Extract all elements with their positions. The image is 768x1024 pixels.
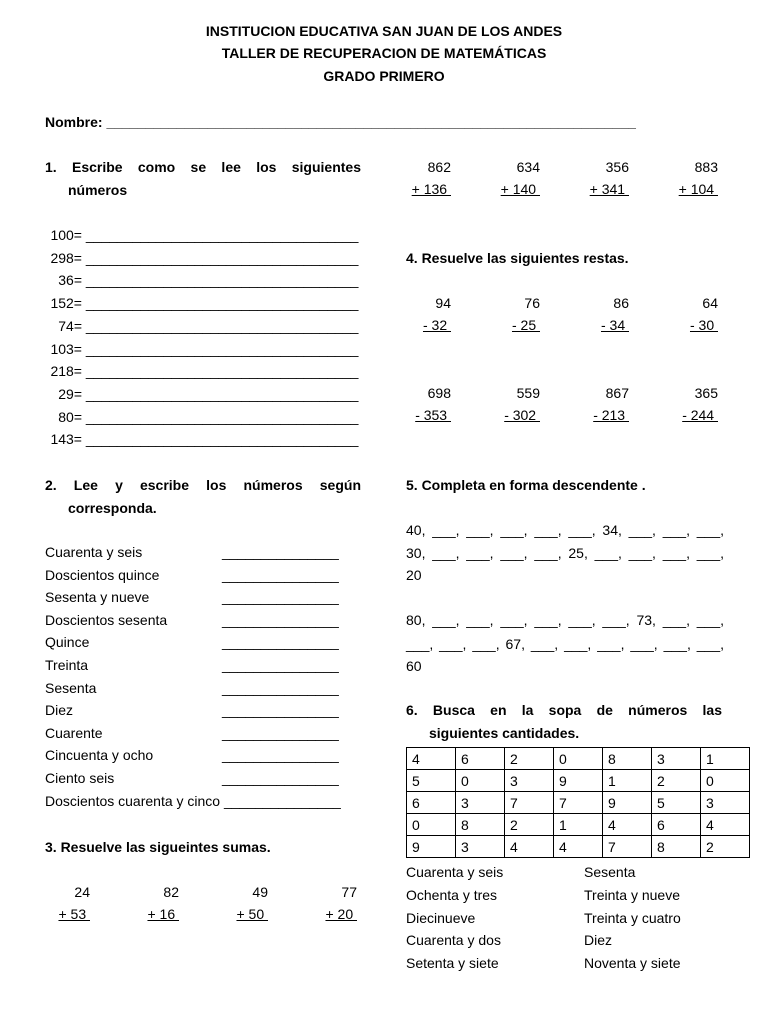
q6-word-left: Cuarenta y dos bbox=[406, 932, 501, 949]
q1-number-line[interactable] bbox=[45, 341, 361, 357]
soup-cell[interactable]: 2 bbox=[701, 836, 750, 858]
q6-word-left: Ochenta y tres bbox=[406, 886, 498, 903]
soup-cell[interactable]: 1 bbox=[603, 770, 652, 792]
soup-row bbox=[407, 814, 750, 836]
sum-operation bbox=[583, 159, 629, 197]
q6-word-left: Setenta y siete bbox=[406, 955, 499, 972]
soup-cell[interactable]: 5 bbox=[652, 792, 701, 814]
name-field[interactable]: Nombre: ____________________________________________________________________ bbox=[45, 114, 636, 130]
q1-number-label: 80= bbox=[58, 408, 82, 425]
q6-word-right: Treinta y nueve bbox=[584, 886, 680, 903]
soup-cell[interactable]: 2 bbox=[505, 814, 554, 836]
soup-cell[interactable]: 1 bbox=[554, 814, 603, 836]
subtraction-operation bbox=[583, 385, 629, 423]
q2-answer-blank[interactable]: _______________ bbox=[222, 611, 339, 628]
subtraction-operation-top: 64 bbox=[702, 295, 718, 311]
q2-word-item: Quince bbox=[45, 634, 90, 651]
q2-word-item: Doscientos sesenta bbox=[45, 611, 168, 628]
q2-last-item[interactable]: Doscientos cuarenta y cinco _______________ bbox=[45, 793, 341, 809]
sum-operation-bottom: + 136 bbox=[411, 181, 451, 197]
q1-answer-blank[interactable]: ___________________________________ bbox=[82, 431, 359, 448]
soup-cell[interactable]: 9 bbox=[603, 792, 652, 814]
soup-cell[interactable]: 7 bbox=[505, 792, 554, 814]
q1-number-line[interactable] bbox=[45, 386, 361, 402]
soup-row bbox=[407, 836, 750, 858]
q1-number-line[interactable] bbox=[45, 295, 361, 311]
subtraction-operation-bottom: - 30 bbox=[689, 317, 718, 333]
q2-word-item: Cuarenta y seis bbox=[45, 544, 143, 560]
soup-cell[interactable]: 3 bbox=[505, 770, 554, 792]
q2-answer-blank[interactable]: _______________ bbox=[222, 770, 339, 786]
soup-cell[interactable]: 8 bbox=[456, 814, 505, 836]
subtraction-operation-bottom: - 244 bbox=[682, 407, 718, 423]
sum-operation-bottom: + 50 bbox=[236, 906, 268, 922]
q1-number-label: 143= bbox=[50, 431, 82, 448]
q1-number-label: 298= bbox=[50, 249, 82, 266]
q1-number-line[interactable] bbox=[45, 363, 361, 379]
q1-number-label: 100= bbox=[50, 227, 82, 243]
q6-word-right: Noventa y siete bbox=[584, 955, 681, 972]
q2-word-item: Treinta bbox=[45, 657, 89, 673]
soup-cell[interactable]: 4 bbox=[407, 748, 456, 770]
soup-row bbox=[407, 770, 750, 792]
subtraction-operation bbox=[672, 295, 718, 333]
q6-title-cont: siguientes cantidades. bbox=[429, 725, 580, 741]
sum-operation-top: 634 bbox=[516, 159, 540, 175]
sum-operation-top: 77 bbox=[341, 884, 357, 900]
q6-word-left: Diecinueve bbox=[406, 909, 476, 926]
q1-number-label: 74= bbox=[58, 317, 82, 334]
soup-cell[interactable]: 3 bbox=[701, 792, 750, 814]
soup-cell[interactable]: 4 bbox=[505, 836, 554, 858]
subtraction-operation-bottom: - 302 bbox=[504, 407, 540, 423]
q5-sequence-line[interactable]: 30, ___, ___, ___, ___, 25, ___, ___, ___, ___, bbox=[406, 545, 724, 561]
q1-answer-blank[interactable]: ___________________________________ bbox=[82, 272, 359, 289]
soup-cell[interactable]: 9 bbox=[407, 836, 456, 858]
subtraction-operation-bottom: - 34 bbox=[600, 317, 629, 333]
soup-cell[interactable]: 0 bbox=[554, 748, 603, 770]
q4-title: 4. Resuelve las siguientes restas. bbox=[406, 250, 629, 266]
q1-answer-blank[interactable]: ___________________________________ bbox=[82, 363, 359, 380]
soup-cell[interactable]: 6 bbox=[652, 814, 701, 836]
soup-cell[interactable]: 8 bbox=[652, 836, 701, 858]
q1-answer-blank[interactable]: ___________________________________ bbox=[82, 295, 359, 312]
sum-operation-top: 883 bbox=[694, 159, 718, 175]
sum-operation-bottom: + 53 bbox=[58, 906, 90, 922]
soup-cell[interactable]: 0 bbox=[701, 770, 750, 792]
q2-word-item: Doscientos quince bbox=[45, 566, 160, 583]
q5-sequence-line[interactable]: 80, ___, ___, ___, ___, ___, ___, 73, ___, ___, bbox=[406, 612, 724, 628]
q2-word-item: Cincuenta y ocho bbox=[45, 747, 154, 764]
q6-word-right: Diez bbox=[584, 932, 613, 949]
soup-cell[interactable]: 7 bbox=[554, 792, 603, 814]
q1-number-label: 29= bbox=[58, 385, 82, 402]
q1-title: 1. Escribe como se lee los siguientes bbox=[45, 159, 361, 175]
soup-cell[interactable]: 6 bbox=[456, 748, 505, 770]
q5-sequence-line[interactable]: 40, ___, ___, ___, ___, ___, 34, ___, ___, ___, bbox=[406, 522, 724, 538]
q2-word-item: Diez bbox=[45, 702, 74, 719]
sum-operation bbox=[222, 884, 268, 922]
q2-answer-blank[interactable]: _______________ bbox=[222, 679, 339, 696]
q2-answer-blank[interactable]: _______________ bbox=[222, 566, 339, 583]
q5-title: 5. Completa en forma descendente . bbox=[406, 477, 646, 493]
q1-number-label: 36= bbox=[58, 272, 82, 289]
q2-word-item: Sesenta bbox=[45, 679, 97, 696]
soup-cell[interactable]: 0 bbox=[407, 814, 456, 836]
number-soup-grid bbox=[406, 747, 750, 858]
sum-operation bbox=[44, 884, 90, 922]
sum-operation-top: 24 bbox=[74, 884, 90, 900]
q1-answer-blank[interactable]: ___________________________________ bbox=[82, 385, 359, 402]
soup-cell[interactable]: 2 bbox=[505, 748, 554, 770]
q2-word-item: Sesenta y nueve bbox=[45, 589, 150, 606]
sum-operation-bottom: + 341 bbox=[589, 181, 629, 197]
q1-answer-blank[interactable]: ___________________________________ bbox=[82, 317, 359, 334]
sum-operation-top: 49 bbox=[252, 884, 268, 900]
sum-operation bbox=[311, 884, 357, 922]
subtraction-operation-bottom: - 213 bbox=[593, 407, 629, 423]
subtraction-operation-top: 559 bbox=[516, 385, 540, 401]
subtraction-operation-top: 698 bbox=[427, 385, 451, 401]
subtraction-operation-top: 94 bbox=[435, 295, 451, 311]
q1-answer-blank[interactable]: ___________________________________ bbox=[82, 408, 359, 425]
q1-number-line[interactable] bbox=[45, 250, 361, 266]
soup-cell[interactable]: 4 bbox=[554, 836, 603, 858]
soup-row bbox=[407, 792, 750, 814]
sum-operation-top: 356 bbox=[605, 159, 629, 175]
q1-title-cont: números bbox=[68, 182, 128, 198]
q6-title: 6. Busca en la sopa de números las bbox=[406, 702, 722, 718]
title-workshop: TALLER DE RECUPERACION DE MATEMÁTICAS bbox=[221, 45, 547, 61]
q5-sequence-line[interactable]: 20 bbox=[406, 567, 422, 583]
title-institution: INSTITUCION EDUCATIVA SAN JUAN DE LOS ANDES bbox=[205, 23, 563, 39]
q2-answer-blank[interactable]: _______________ bbox=[222, 544, 339, 560]
q2-answer-blank[interactable]: _______________ bbox=[222, 702, 339, 719]
sum-operation-top: 82 bbox=[163, 884, 179, 900]
q1-number-line[interactable] bbox=[45, 227, 361, 243]
q1-answer-blank[interactable]: ___________________________________ bbox=[82, 227, 359, 243]
subtraction-operation bbox=[494, 295, 540, 333]
sum-operation-bottom: + 104 bbox=[678, 181, 718, 197]
soup-cell[interactable]: 2 bbox=[652, 770, 701, 792]
subtraction-operation bbox=[405, 385, 451, 423]
q1-number-line[interactable] bbox=[45, 431, 361, 447]
sum-operation bbox=[672, 159, 718, 197]
sum-operation bbox=[494, 159, 540, 197]
q3-title: 3. Resuelve las sigueintes sumas. bbox=[45, 839, 271, 855]
q2-answer-blank[interactable]: _______________ bbox=[222, 634, 339, 651]
soup-cell[interactable]: 6 bbox=[407, 792, 456, 814]
subtraction-operation-top: 86 bbox=[613, 295, 629, 311]
q2-answer-blank[interactable]: _______________ bbox=[222, 747, 339, 764]
q1-number-label: 218= bbox=[50, 363, 82, 380]
q6-word-left: Cuarenta y seis bbox=[406, 864, 504, 880]
q6-word-right: Treinta y cuatro bbox=[584, 909, 681, 926]
q1-number-line[interactable] bbox=[45, 272, 361, 288]
soup-cell[interactable]: 8 bbox=[603, 748, 652, 770]
subtraction-operation bbox=[494, 385, 540, 423]
soup-cell[interactable]: 9 bbox=[554, 770, 603, 792]
q2-answer-blank[interactable]: _______________ bbox=[222, 724, 339, 741]
soup-cell[interactable]: 7 bbox=[603, 836, 652, 858]
q1-answer-blank[interactable]: ___________________________________ bbox=[82, 249, 359, 266]
q2-title-cont: corresponda. bbox=[68, 500, 157, 516]
sum-operation bbox=[133, 884, 179, 922]
subtraction-operation-top: 867 bbox=[605, 385, 629, 401]
sum-operation-bottom: + 140 bbox=[500, 181, 540, 197]
sum-operation-bottom: + 16 bbox=[147, 906, 179, 922]
q2-word-item: Cuarente bbox=[45, 724, 103, 741]
q5-sequence-line[interactable]: ___, ___, ___, 67, ___, ___, ___, ___, ___, ___, bbox=[406, 636, 724, 652]
sum-operation bbox=[405, 159, 451, 197]
q1-number-line[interactable] bbox=[45, 409, 361, 425]
subtraction-operation bbox=[405, 295, 451, 333]
soup-row bbox=[407, 748, 750, 770]
q2-answer-blank[interactable]: _______________ bbox=[222, 657, 339, 673]
soup-cell[interactable]: 0 bbox=[456, 770, 505, 792]
title-grade: GRADO PRIMERO bbox=[323, 68, 445, 84]
soup-cell[interactable]: 4 bbox=[701, 814, 750, 836]
sum-operation-top: 862 bbox=[427, 159, 451, 175]
q1-number-label: 152= bbox=[50, 295, 82, 312]
subtraction-operation-top: 365 bbox=[694, 385, 718, 401]
q1-answer-blank[interactable]: ___________________________________ bbox=[82, 340, 359, 357]
soup-cell[interactable]: 1 bbox=[701, 748, 750, 770]
q1-number-line[interactable] bbox=[45, 318, 361, 334]
soup-cell[interactable]: 3 bbox=[456, 836, 505, 858]
soup-cell[interactable]: 3 bbox=[456, 792, 505, 814]
q2-word-item: Ciento seis bbox=[45, 770, 115, 786]
sum-operation-bottom: + 20 bbox=[325, 906, 357, 922]
soup-cell[interactable]: 3 bbox=[652, 748, 701, 770]
soup-cell[interactable]: 4 bbox=[603, 814, 652, 836]
subtraction-operation-bottom: - 32 bbox=[422, 317, 451, 333]
subtraction-operation bbox=[672, 385, 718, 423]
subtraction-operation bbox=[583, 295, 629, 333]
q5-sequence-line[interactable]: 60 bbox=[406, 658, 422, 674]
q2-answer-blank[interactable]: _______________ bbox=[222, 589, 339, 606]
subtraction-operation-bottom: - 25 bbox=[511, 317, 540, 333]
q6-word-right: Sesenta bbox=[584, 864, 636, 880]
soup-cell[interactable]: 5 bbox=[407, 770, 456, 792]
q1-number-label: 103= bbox=[50, 340, 82, 357]
subtraction-operation-bottom: - 353 bbox=[415, 407, 451, 423]
q2-title: 2. Lee y escribe los números según bbox=[45, 477, 361, 493]
subtraction-operation-top: 76 bbox=[524, 295, 540, 311]
